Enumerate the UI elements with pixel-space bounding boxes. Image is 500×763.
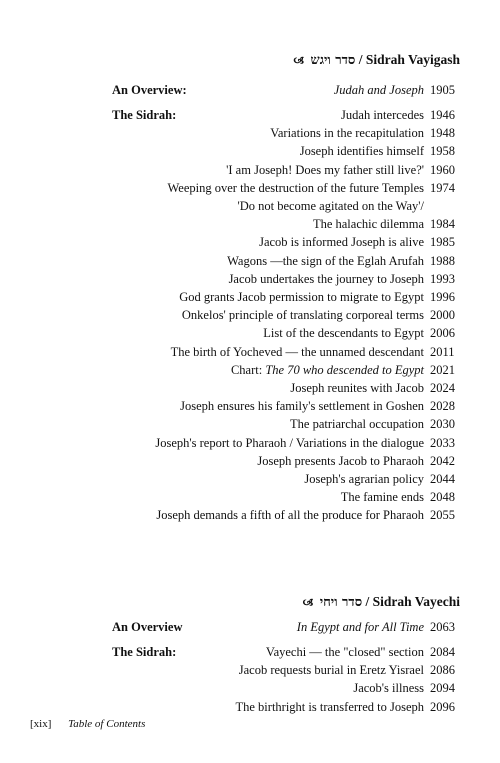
entry-title: The birthright is transferred to Joseph (235, 699, 424, 714)
entry-title: Weeping over the destruction of the future Temples (167, 180, 424, 195)
entry-title: Jacob undertakes the journey to Joseph (228, 271, 424, 286)
toc-entry (0, 108, 500, 126)
entry-title: Joseph ensures his family's settlement in Goshen (180, 399, 424, 414)
entry-title: Joseph presents Jacob to Pharaoh (257, 453, 424, 468)
entry-title: Variations in the recapitulation (270, 126, 424, 141)
toc-entry (0, 181, 500, 199)
sidrah-label: The Sidrah: (112, 645, 177, 659)
ornament-icon: 🙢 (302, 597, 314, 609)
entry-page: 1996 (430, 290, 455, 304)
footer-title: Table of Contents (68, 718, 146, 730)
entry-page: 1948 (430, 126, 455, 141)
entry-title-wrap (231, 363, 424, 378)
section-heading (303, 594, 460, 613)
entry-title: List of the descendants to Egypt (263, 326, 424, 341)
toc-entry (0, 326, 500, 344)
toc-entry (0, 126, 500, 144)
toc-entry (0, 472, 500, 490)
toc-entry (0, 144, 500, 162)
toc-entry (0, 508, 500, 526)
entry-page: 1985 (430, 235, 455, 250)
entry-title: Vayechi — the "closed" section (265, 645, 424, 659)
entry-page: 2000 (430, 308, 455, 323)
entry-page: 1958 (430, 144, 455, 159)
overview-title: In Egypt and for All Time (296, 620, 424, 634)
entry-title: Onkelos' principle of translating corporeal terms (181, 308, 424, 323)
section-title: / Sidrah Vayechi (365, 594, 460, 609)
overview-row (0, 83, 500, 101)
entry-title-italic: The 70 who descended to Egypt (265, 362, 424, 377)
toc-entry (0, 663, 500, 681)
entry-page: 2048 (430, 490, 455, 505)
toc-entry (0, 199, 500, 217)
toc-entry (0, 308, 500, 326)
ornament-icon: 🙢 (293, 55, 305, 67)
entry-page: 1946 (430, 108, 455, 122)
overview-page: 2063 (430, 620, 455, 634)
entry-page: 2086 (430, 663, 455, 678)
entry-page: 1984 (430, 217, 455, 232)
entry-title: Jacob requests burial in Eretz Yisrael (238, 663, 424, 678)
entry-page: 1988 (430, 253, 455, 268)
overview-label: An Overview: (112, 83, 187, 97)
entry-title: Jacob's illness (353, 681, 424, 696)
entry-page: 2033 (430, 435, 455, 450)
toc-entry (0, 272, 500, 290)
section-heading (293, 52, 460, 71)
entry-title: Joseph reunites with Jacob (290, 381, 424, 395)
entry-title: God grants Jacob permission to migrate to Egypt (179, 290, 424, 304)
entry-title: 'Do not become agitated on the Way'/ (237, 199, 424, 213)
overview-row (0, 620, 500, 638)
toc-entry (0, 436, 500, 454)
toc-entry (0, 254, 500, 272)
page-footer (30, 718, 145, 730)
entry-page: 1960 (430, 162, 455, 177)
toc-entry (0, 363, 500, 381)
entry-title: Chart: (230, 362, 266, 377)
toc-entry (0, 217, 500, 235)
overview-page: 1905 (430, 83, 455, 97)
hebrew-title: סדר ויחי (319, 595, 363, 610)
entry-page: 2055 (430, 508, 455, 523)
toc-entry (0, 290, 500, 308)
entry-page: 2024 (430, 381, 455, 395)
toc-entry (0, 417, 500, 435)
entry-page: 1974 (430, 180, 455, 195)
entry-title: 'I am Joseph! Does my father still live?' (226, 162, 424, 177)
toc-entry (0, 681, 500, 699)
entry-title: The patriarchal occupation (290, 417, 424, 432)
entry-page: 2094 (430, 681, 455, 696)
entry-page: 2084 (430, 645, 455, 659)
sidrah-label: The Sidrah: (112, 108, 177, 122)
entry-title: Judah intercedes (341, 108, 424, 122)
toc-entry (0, 490, 500, 508)
entry-page: 2044 (430, 472, 455, 486)
entry-page: 2021 (430, 362, 455, 377)
entry-title: Joseph's report to Pharaoh / Variations in the dialogue (155, 435, 424, 450)
toc-entry (0, 645, 500, 663)
entry-page: 2030 (430, 417, 455, 432)
entry-title: Joseph's agrarian policy (304, 472, 424, 486)
toc-entry (0, 163, 500, 181)
entry-title: Wagons —the sign of the Eglah Arufah (227, 253, 424, 268)
entry-title: Joseph demands a fifth of all the produce for Pharaoh (156, 508, 424, 523)
overview-title: Judah and Joseph (333, 83, 424, 97)
entry-page: 2011 (430, 344, 455, 359)
entry-page: 2028 (430, 399, 455, 414)
toc-entry (0, 399, 500, 417)
entry-title: Joseph identifies himself (299, 144, 424, 159)
toc-entry (0, 235, 500, 253)
footer-page-number: [xix] (30, 718, 52, 730)
hebrew-title: סדר ויגש (310, 53, 356, 68)
toc-entry (0, 381, 500, 399)
toc-entry (0, 345, 500, 363)
overview-label: An Overview (112, 620, 183, 634)
section-title: / Sidrah Vayigash (358, 52, 460, 67)
toc-entry (0, 700, 500, 718)
entry-page: 2096 (430, 699, 455, 714)
entry-page: 2006 (430, 326, 455, 341)
toc-entry (0, 454, 500, 472)
entry-title: The halachic dilemma (312, 217, 424, 232)
entry-title: Jacob is informed Joseph is alive (259, 235, 424, 250)
entry-page: 1993 (430, 271, 455, 286)
entry-title: The birth of Yocheved — the unnamed descendant (170, 344, 424, 359)
entry-page: 2042 (430, 453, 455, 468)
entry-title: The famine ends (340, 490, 424, 505)
